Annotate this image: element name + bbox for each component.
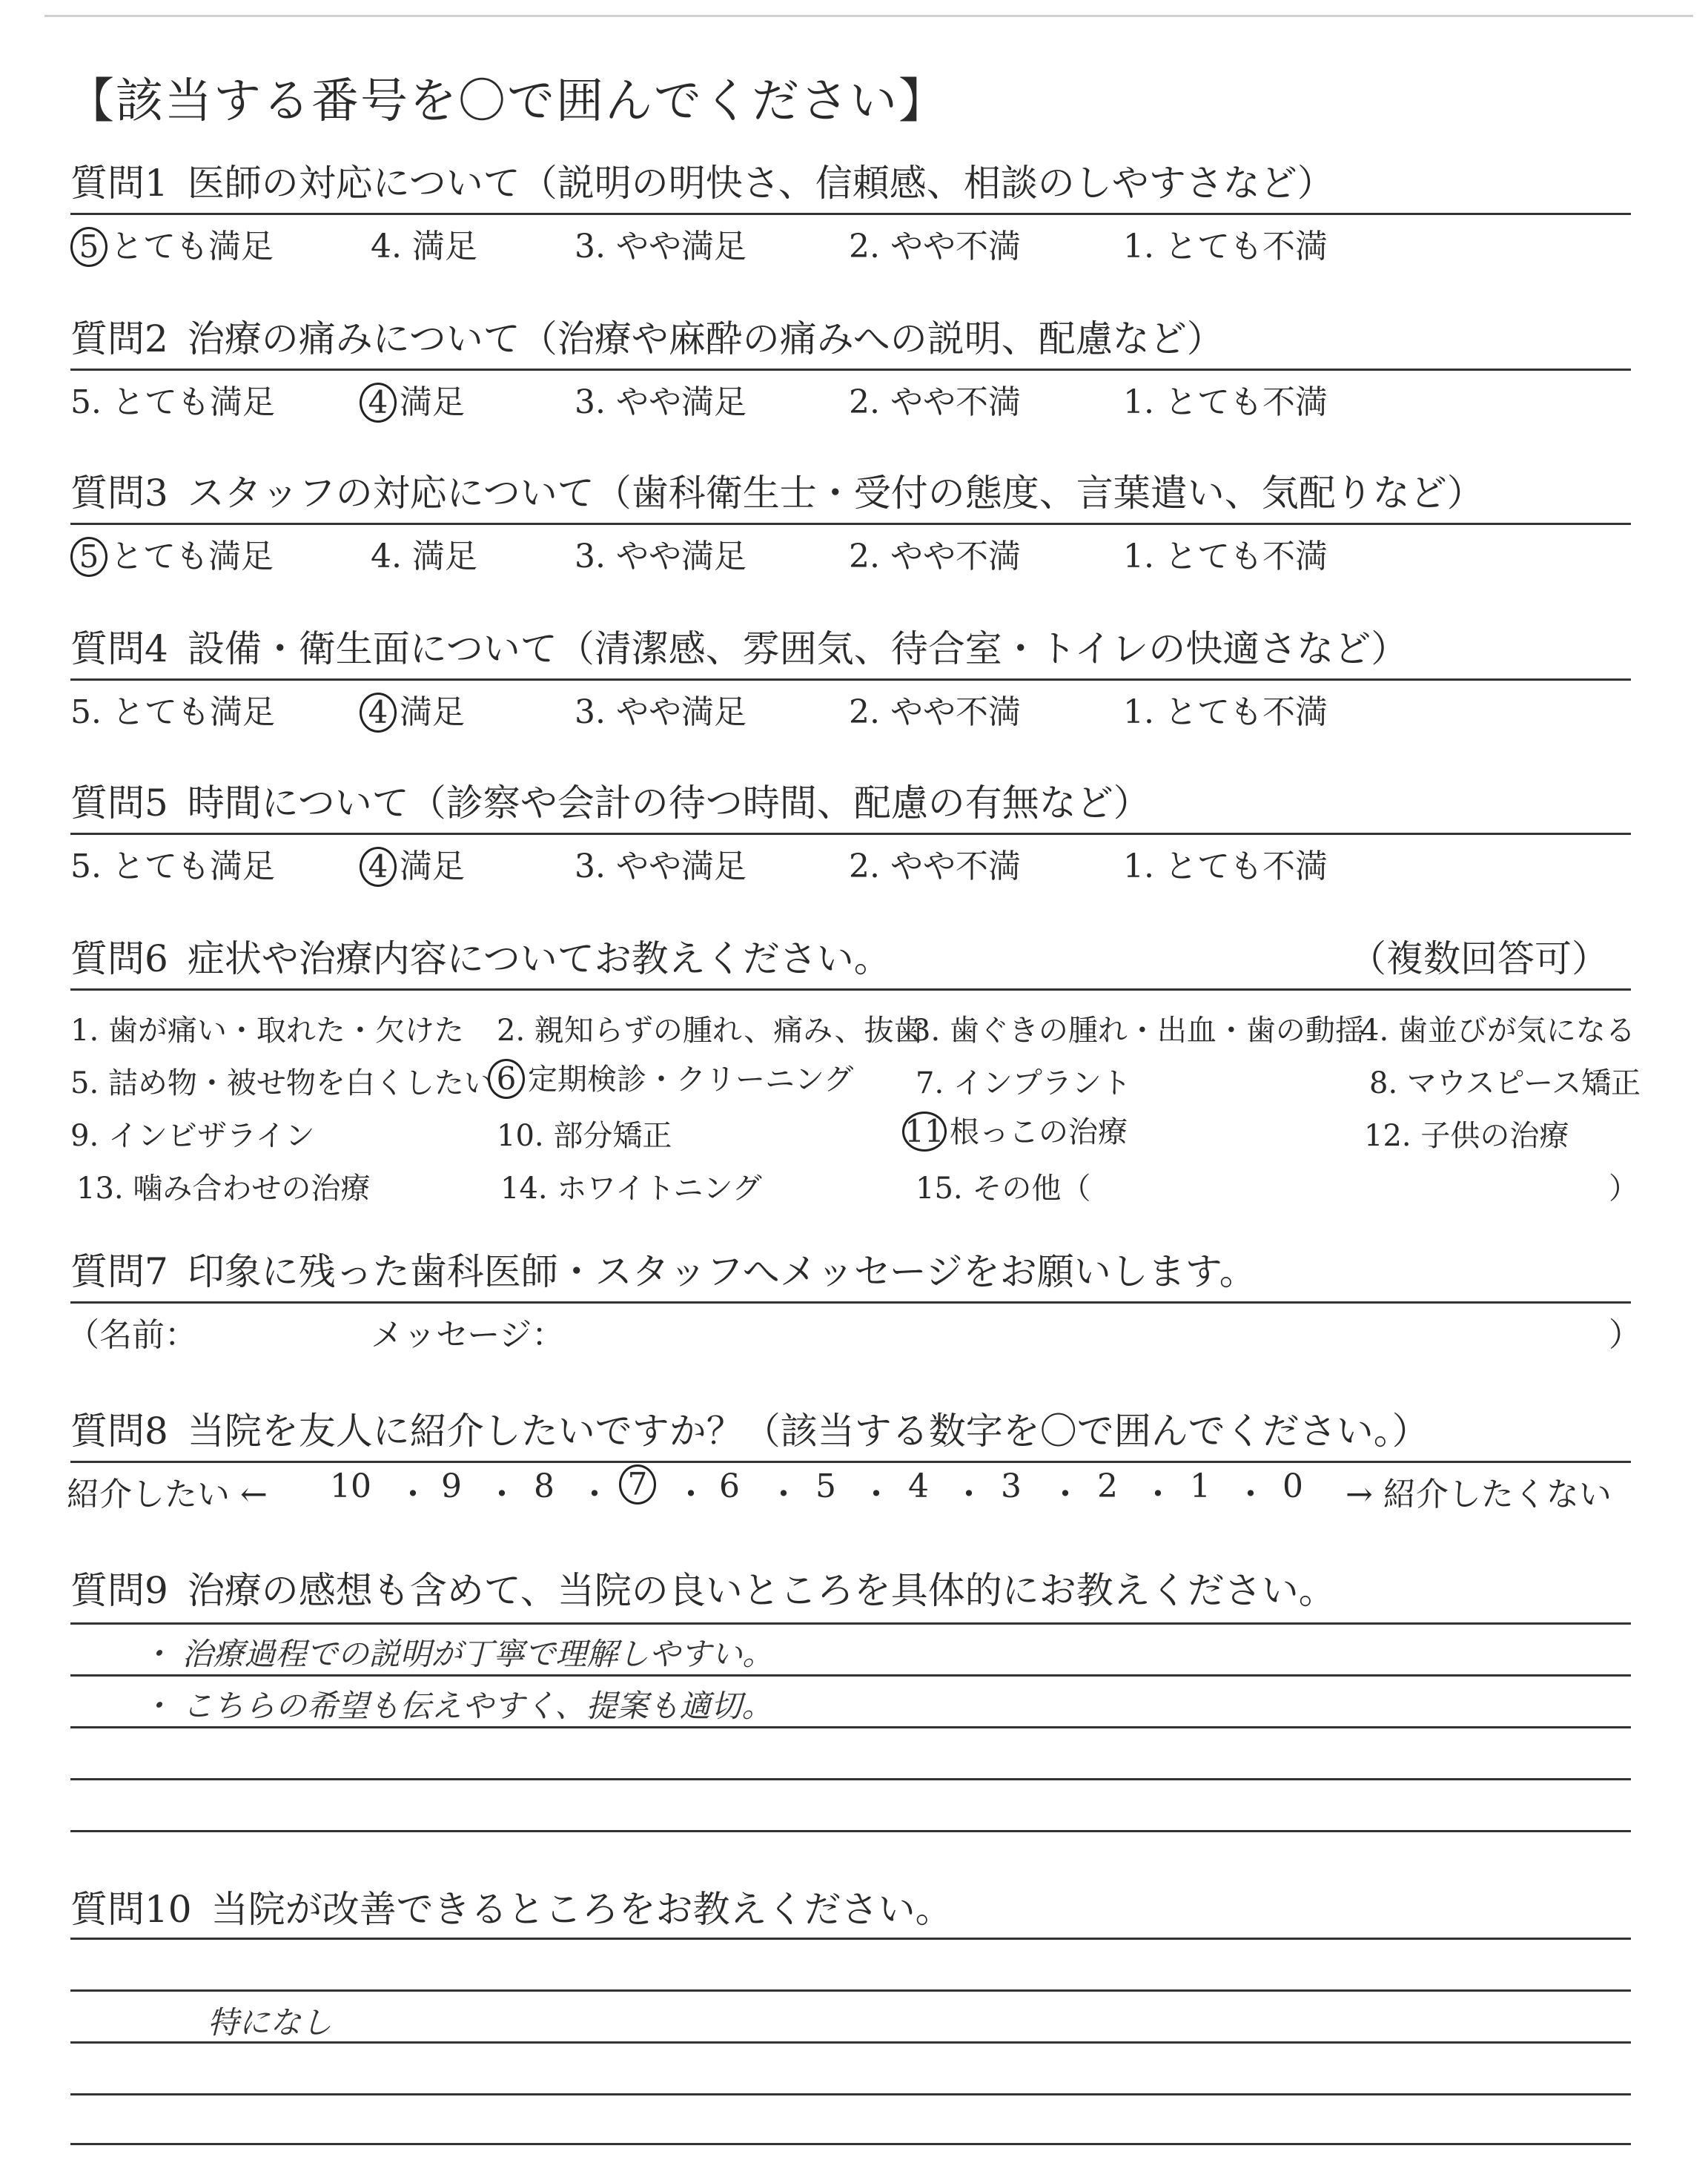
question-number: 質問2 xyxy=(70,317,168,360)
rating-options xyxy=(70,371,1631,421)
question-title: 症状や治療内容についてお教えください。 xyxy=(187,937,891,980)
option-2[interactable]: 2. やや不満 xyxy=(849,228,1021,265)
symptom-option[interactable]: 4. 歯並びが気になる xyxy=(1360,1014,1635,1048)
option-1[interactable]: 1. とても不満 xyxy=(1123,693,1328,731)
option-5[interactable] xyxy=(70,529,274,577)
scale-sep: ・ xyxy=(953,1476,985,1513)
circle-mark: 7 xyxy=(619,1464,656,1505)
scale-sep: ・ xyxy=(397,1476,429,1513)
rating-options xyxy=(70,525,1631,575)
question-title: 時間について（診察や会計の待つ時間、配慮の有無など） xyxy=(187,782,1151,825)
question-title: スタッフの対応について（歯科衛生士・受付の態度、言葉遣い、気配りなど） xyxy=(187,472,1484,515)
question-number: 質問4 xyxy=(70,627,168,670)
option-4[interactable]: 4. 満足 xyxy=(371,538,477,575)
option-5[interactable]: 5. とても満足 xyxy=(70,383,275,421)
close-paren: ） xyxy=(1609,1316,1641,1354)
symptom-option[interactable]: 9. インビザライン xyxy=(70,1119,315,1153)
question-2 xyxy=(70,315,1631,421)
option-1[interactable]: 1. とても不満 xyxy=(1123,383,1328,421)
scale-9[interactable]: 9 xyxy=(441,1467,462,1505)
option-1[interactable]: 1. とても不満 xyxy=(1123,228,1328,265)
option-label: とても満足 xyxy=(110,538,274,575)
rating-options xyxy=(70,835,1631,885)
recommend-scale xyxy=(67,1463,1631,1513)
question-8 xyxy=(67,1407,1631,1513)
question-3 xyxy=(70,469,1631,575)
question-title: 設備・衛生面について（清潔感、雰囲気、待合室・トイレの快適さなど） xyxy=(187,627,1409,670)
answer-line xyxy=(70,1989,1631,1992)
option-label: 定期検診・クリーニング xyxy=(528,1063,854,1097)
scale-left-label: 紹介したい ← xyxy=(67,1476,268,1513)
symptom-option[interactable]: 8. マウスピース矯正 xyxy=(1369,1066,1641,1100)
symptom-option[interactable]: 7. インプラント xyxy=(916,1066,1131,1100)
option-4[interactable]: 4. 満足 xyxy=(371,228,477,265)
option-5[interactable]: 5. とても満足 xyxy=(70,848,275,885)
question-title: 医師の対応について（説明の明快さ、信頼感、相談のしやすさなど） xyxy=(187,162,1334,205)
symptom-option[interactable]: 12. 子供の治療 xyxy=(1364,1119,1569,1153)
instruction-header: 【該当する番号を〇で囲んでください】 xyxy=(67,74,947,129)
option-5[interactable] xyxy=(70,219,274,267)
question-9 xyxy=(70,1567,1631,1614)
answer-line xyxy=(70,2041,1631,2044)
handwritten-answer: ・ こちらの希望も伝えやすく、提案も適切。 xyxy=(141,1688,773,1724)
scale-sep: ・ xyxy=(767,1476,800,1513)
message-fields xyxy=(67,1304,1641,1354)
question-7 xyxy=(67,1248,1641,1354)
scale-sep: ・ xyxy=(1234,1476,1267,1513)
circle-mark: 4 xyxy=(360,847,397,887)
question-number: 質問3 xyxy=(70,472,168,515)
symptom-options xyxy=(70,991,1641,1213)
option-3[interactable]: 3. やや満足 xyxy=(575,693,747,731)
answer-line xyxy=(70,2093,1631,2095)
question-number: 質問5 xyxy=(70,782,168,825)
question-title: 当院が改善できるところをお教えください。 xyxy=(211,1888,953,1931)
option-2[interactable]: 2. やや不満 xyxy=(849,538,1021,575)
option-4[interactable] xyxy=(360,375,465,423)
question-number: 質問8 xyxy=(70,1410,168,1453)
symptom-option[interactable]: 1. 歯が痛い・取れた・欠けた xyxy=(70,1014,464,1048)
question-number: 質問9 xyxy=(70,1569,168,1612)
answer-line xyxy=(70,1830,1631,1832)
circle-mark: 11 xyxy=(902,1112,947,1152)
scale-sep: ・ xyxy=(1049,1476,1082,1513)
question-number: 質問6 xyxy=(70,937,168,980)
rating-options xyxy=(70,681,1631,731)
scale-sep: ・ xyxy=(486,1476,518,1513)
answer-line xyxy=(70,1622,1631,1625)
question-title: 印象に残った歯科医師・スタッフへメッセージをお願いします。 xyxy=(187,1250,1257,1293)
scale-5[interactable]: 5 xyxy=(815,1467,836,1505)
circle-mark: 4 xyxy=(360,383,397,423)
scale-1[interactable]: 1 xyxy=(1190,1467,1211,1505)
symptom-option[interactable]: 13. 噛み合わせの治療 xyxy=(76,1172,371,1206)
option-3[interactable]: 3. やや満足 xyxy=(575,538,747,575)
question-6 xyxy=(70,935,1641,1213)
option-label: 満足 xyxy=(400,693,465,731)
option-5[interactable]: 5. とても満足 xyxy=(70,693,275,731)
option-1[interactable]: 1. とても不満 xyxy=(1123,538,1328,575)
question-title: 当院を友人に紹介したいですか？（該当する数字を〇で囲んでください。） xyxy=(187,1410,1429,1453)
symptom-option[interactable]: 3. 歯ぐきの腫れ・出血・歯の動揺 xyxy=(912,1014,1365,1048)
scale-4[interactable]: 4 xyxy=(908,1467,929,1505)
circle-mark: 4 xyxy=(360,693,397,733)
scale-7-circled[interactable] xyxy=(619,1464,659,1505)
question-title: 治療の感想も含めて、当院の良いところを具体的にお教えください。 xyxy=(187,1569,1336,1612)
symptom-option-circled[interactable] xyxy=(488,1056,853,1099)
answer-line xyxy=(70,1938,1631,1940)
option-4[interactable] xyxy=(360,839,465,887)
option-3[interactable]: 3. やや満足 xyxy=(575,228,747,265)
question-number: 質問10 xyxy=(70,1888,192,1931)
scale-sep: ・ xyxy=(578,1476,611,1513)
question-5 xyxy=(70,779,1631,885)
question-1 xyxy=(70,159,1631,265)
scale-0[interactable]: 0 xyxy=(1282,1467,1303,1505)
name-field-label[interactable]: （名前： xyxy=(67,1316,197,1354)
option-label: 満足 xyxy=(400,848,465,885)
option-3[interactable]: 3. やや満足 xyxy=(575,383,747,421)
scale-2[interactable]: 2 xyxy=(1097,1467,1118,1505)
question-number: 質問7 xyxy=(70,1250,168,1293)
scale-sep: ・ xyxy=(860,1476,893,1513)
top-rule xyxy=(44,15,1693,17)
scale-8[interactable]: 8 xyxy=(534,1467,555,1505)
scale-6[interactable]: 6 xyxy=(719,1467,740,1505)
rating-options xyxy=(70,215,1631,265)
scale-3[interactable]: 3 xyxy=(1001,1467,1022,1505)
symptom-option[interactable]: 5. 詰め物・被せ物を白くしたい xyxy=(70,1066,494,1100)
option-2[interactable]: 2. やや不満 xyxy=(849,848,1021,885)
scale-right-label: → 紹介したくない xyxy=(1345,1476,1612,1513)
question-title: 治療の痛みについて（治療や麻酔の痛みへの説明、配慮など） xyxy=(187,317,1224,360)
symptom-option-other[interactable]: 15. その他（ xyxy=(916,1172,1091,1206)
scale-sep: ・ xyxy=(675,1476,707,1513)
circle-mark: 6 xyxy=(488,1059,525,1099)
symptom-option[interactable]: 2. 親知らずの腫れ、痛み、抜歯 xyxy=(497,1014,924,1048)
option-2[interactable]: 2. やや不満 xyxy=(849,383,1021,421)
symptom-option-circled[interactable] xyxy=(902,1109,1128,1152)
option-label: とても満足 xyxy=(110,228,274,265)
scale-sep: ・ xyxy=(1142,1476,1174,1513)
symptom-option[interactable]: 14. ホワイトニング xyxy=(500,1172,762,1206)
question-4 xyxy=(70,625,1631,731)
scale-10[interactable]: 10 xyxy=(330,1467,371,1505)
answer-line xyxy=(70,1778,1631,1780)
circle-mark: 5 xyxy=(70,227,107,267)
handwritten-answer: 特になし xyxy=(208,2004,333,2041)
message-field-label[interactable]: メッセージ： xyxy=(371,1316,565,1354)
multiple-answer-note: （複数回答可） xyxy=(1349,937,1609,980)
option-label: 根っこの治療 xyxy=(950,1115,1128,1149)
option-1[interactable]: 1. とても不満 xyxy=(1123,848,1328,885)
option-2[interactable]: 2. やや不満 xyxy=(849,693,1021,731)
handwritten-answer: ・ 治療過程での説明が丁寧で理解しやすい。 xyxy=(141,1636,774,1672)
option-label: 満足 xyxy=(400,383,465,421)
answer-line xyxy=(70,1674,1631,1677)
question-10 xyxy=(70,1886,1631,1933)
answer-line xyxy=(70,2143,1631,2145)
question-number: 質問1 xyxy=(70,162,168,205)
symptom-option[interactable]: 10. 部分矯正 xyxy=(497,1119,672,1153)
circle-mark: 5 xyxy=(70,537,107,577)
answer-line xyxy=(70,1726,1631,1728)
other-close-paren: ） xyxy=(1609,1172,1638,1206)
option-3[interactable]: 3. やや満足 xyxy=(575,848,747,885)
option-4[interactable] xyxy=(360,685,465,733)
